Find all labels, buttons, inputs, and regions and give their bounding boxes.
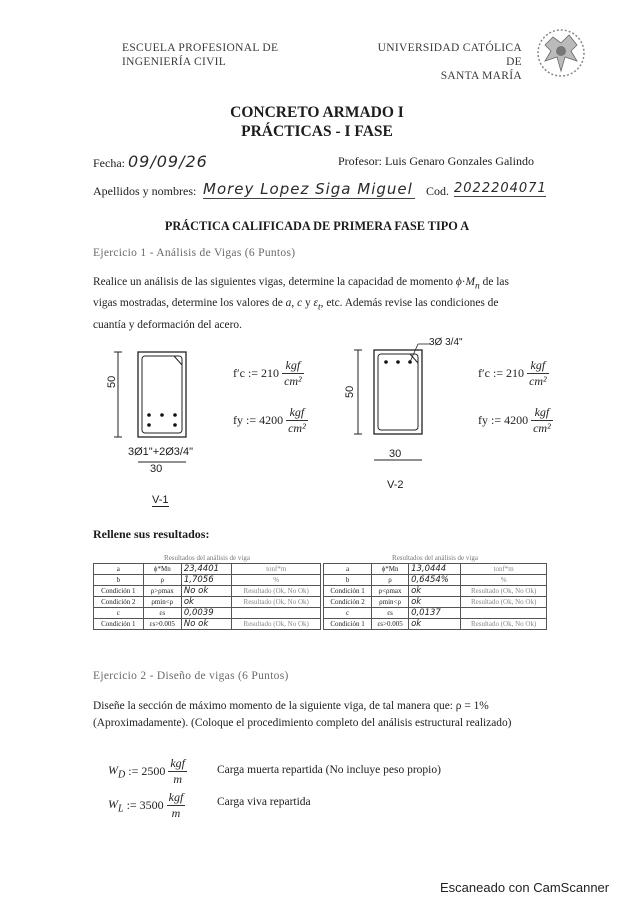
ej1-line2a: vigas mostradas, determine los valores de (93, 297, 283, 310)
course-title (0, 103, 634, 141)
nombres-value[interactable]: Morey Lopez Siga Miguel (203, 180, 415, 199)
v2-rebar-label: 3Ø 3/4" (429, 337, 463, 348)
profesor-value: Luis Genaro Gonzales Galindo (385, 154, 534, 168)
cell-hint (232, 608, 321, 619)
beam-v2-section (338, 338, 468, 466)
ejercicio1-title: Ejercicio 1 - Análisis de Vigas (6 Puntos) (93, 247, 296, 259)
cell-answer[interactable]: ok (409, 597, 461, 608)
table-row (324, 608, 547, 619)
course-title-line2: PRÁCTICAS - I FASE (241, 123, 393, 140)
cell-hint: % (461, 575, 547, 586)
v2-fc-label: f′c := 210 (478, 366, 525, 380)
v1-name: V-1 (152, 494, 169, 506)
cell-symbol: ρ<ρmax (372, 586, 409, 597)
v1-fy-unit-den: cm² (288, 421, 306, 435)
table-row (324, 575, 547, 586)
wd-subscript: D (118, 769, 126, 781)
cell-symbol: ρ (372, 575, 409, 586)
cell-key: b (324, 575, 372, 586)
v1-fy-label: fy := 4200 (233, 413, 284, 427)
cell-answer[interactable]: ok (409, 586, 461, 597)
v2-fy-unit-den: cm² (533, 421, 551, 435)
table-row (94, 597, 321, 608)
school-line2: INGENIERÍA CIVIL (122, 56, 227, 68)
cell-symbol: ρmin<ρ (143, 597, 181, 608)
wd-unit-num: kgf (170, 756, 186, 770)
cell-key: c (94, 608, 144, 619)
results-table-v1 (93, 553, 321, 630)
cell-key: Condición 1 (324, 586, 372, 597)
v2-fy-label: fy := 4200 (478, 413, 529, 427)
cell-hint: % (232, 575, 321, 586)
cell-key: b (94, 575, 144, 586)
cell-key: c (324, 608, 372, 619)
wl-formula (108, 790, 185, 821)
table-row (324, 597, 547, 608)
cell-answer[interactable]: 13,0444 (409, 564, 461, 575)
ej2-line2: (Aproximadamente). (Coloque el procedimiento completo del análisis estructural realizado) (93, 717, 512, 729)
profesor-row (338, 154, 534, 169)
v1-fy-unit-num: kgf (286, 405, 308, 421)
course-title-line1: CONCRETO ARMADO I (230, 104, 404, 121)
fecha-row (93, 152, 208, 171)
wl-subscript: L (118, 803, 124, 815)
cell-symbol: εs>0.005 (143, 619, 181, 630)
wd-value: := 2500 (128, 764, 166, 778)
cell-hint: tonf*m (232, 564, 321, 575)
cell-symbol: εs (372, 608, 409, 619)
table-v1-caption: Resultados del análisis de viga (94, 553, 321, 564)
cell-symbol: ρ>ρmax (143, 586, 181, 597)
practica-title: PRÁCTICA CALIFICADA DE PRIMERA FASE TIPO A (164, 219, 470, 233)
cell-key: Condición 1 (94, 619, 144, 630)
university-line2: SANTA MARÍA (440, 70, 522, 82)
table-row (324, 586, 547, 597)
cell-hint: Resultado (Ok, No Ok) (232, 597, 321, 608)
table-row (324, 619, 547, 630)
cell-symbol: ρ (143, 575, 181, 586)
cell-key: a (94, 564, 144, 575)
wd-formula (108, 756, 187, 787)
cell-key: Condición 2 (94, 597, 144, 608)
nombres-label: Apellidos y nombres: (93, 184, 197, 198)
ej1-line3: cuantía y deformación del acero. (93, 318, 242, 331)
wd-unit-den: m (173, 772, 183, 786)
v2-fy-formula (478, 405, 553, 436)
cell-answer[interactable]: 0,0039 (181, 608, 232, 619)
cell-symbol: εs (143, 608, 181, 619)
v2-fc-unit-den: cm² (529, 374, 547, 388)
results-heading: Rellene sus resultados: (93, 527, 210, 541)
table-row (94, 586, 321, 597)
cell-key: a (324, 564, 372, 575)
v1-width-label: 30 (150, 463, 163, 475)
v2-fc-formula (478, 358, 549, 389)
v2-name: V-2 (387, 479, 404, 491)
cell-symbol: ϕ*Mn (143, 564, 181, 575)
cell-hint: Resultado (Ok, No Ok) (461, 597, 547, 608)
v1-fc-unit-den: cm² (284, 374, 302, 388)
fecha-label: Fecha: (93, 156, 125, 170)
university-name (360, 41, 522, 83)
camscanner-watermark: Escaneado con CamScanner (440, 880, 610, 895)
cell-answer[interactable]: 23,4401 (181, 564, 232, 575)
ej2-line1: Diseñe la sección de máximo momento de la siguiente viga, de tal manera que: ρ = 1% (93, 700, 489, 712)
wl-value: := 3500 (126, 798, 164, 812)
cell-answer[interactable]: ok (409, 619, 461, 630)
v2-width-label: 30 (389, 448, 402, 460)
table-row (94, 564, 321, 575)
table-row (324, 564, 547, 575)
table-row (94, 619, 321, 630)
wl-symbol: W (108, 796, 118, 811)
ej1-line1a: Realice un análisis de las siguientes vigas, determine la capacidad de momento (93, 276, 453, 288)
cell-hint (461, 608, 547, 619)
v1-fy-formula (233, 405, 308, 436)
university-line1: UNIVERSIDAD CATÓLICA DE (377, 42, 522, 68)
cod-label: Cod. (426, 184, 450, 198)
v2-fc-unit-num: kgf (527, 358, 549, 374)
cell-answer[interactable]: ok (181, 597, 232, 608)
ej1-line2b: etc. Además revise las condiciones de (326, 297, 499, 310)
ejercicio2-statement (93, 698, 545, 732)
wd-symbol: W (108, 762, 118, 777)
v1-fc-formula (233, 358, 304, 389)
table-row (94, 575, 321, 586)
university-seal-icon (535, 27, 587, 79)
cell-symbol: εs>0.005 (372, 619, 409, 630)
wd-description: Carga muerta repartida (No incluye peso propio) (217, 764, 441, 776)
ejercicio2-title: Ejercicio 2 - Diseño de vigas (6 Puntos) (93, 670, 289, 682)
v1-fc-label: f′c := 210 (233, 366, 280, 380)
cell-answer[interactable]: 1,7056 (181, 575, 232, 586)
wl-unit-den: m (171, 806, 181, 820)
v1-rebar-label: 3Ø1"+2Ø3/4" (128, 446, 193, 458)
v1-height-label: 50 (106, 375, 118, 388)
cell-hint: Resultado (Ok, No Ok) (232, 619, 321, 630)
cell-hint: Resultado (Ok, No Ok) (461, 619, 547, 630)
cell-answer[interactable]: No ok (181, 586, 232, 597)
cell-key: Condición 1 (94, 586, 144, 597)
v2-fy-unit-num: kgf (531, 405, 553, 421)
ej1-line1b: de las (482, 276, 509, 288)
cell-symbol: ϕ*Mn (372, 564, 409, 575)
wl-description: Carga viva repartida (217, 796, 311, 808)
cell-key: Condición 2 (324, 597, 372, 608)
cell-key: Condición 1 (324, 619, 372, 630)
cell-answer[interactable]: 0,6454% (409, 575, 461, 586)
cell-hint: tonf*m (461, 564, 547, 575)
cell-symbol: ρmin<ρ (372, 597, 409, 608)
cell-hint: Resultado (Ok, No Ok) (232, 586, 321, 597)
cell-hint: Resultado (Ok, No Ok) (461, 586, 547, 597)
cell-answer[interactable]: 0,0137 (409, 608, 461, 619)
v2-height-label: 50 (344, 385, 356, 398)
wl-unit-num: kgf (168, 790, 184, 804)
profesor-label: Profesor: (338, 154, 382, 168)
v1-fc-unit-num: kgf (282, 358, 304, 374)
ejercicio1-statement: Realice un análisis de las siguientes vigas, determine la capacidad de momento $\phi\cdot M_n$ de las vigas mostradas, determine los valores de a, c y $\varepsilon_t$, etc. Además revise las condiciones de cuantía y deformación del acero. (93, 274, 545, 334)
cell-answer[interactable]: No ok (181, 619, 232, 630)
cod-value[interactable]: 2022204071 (454, 181, 547, 196)
table-row (94, 608, 321, 619)
school-line1: ESCUELA PROFESIONAL DE (122, 42, 279, 54)
results-table-v2 (323, 553, 547, 630)
table-v2-caption: Resultados del análisis de viga (324, 553, 547, 564)
school-name (122, 41, 278, 69)
fecha-value[interactable]: 09/09/26 (128, 152, 208, 171)
